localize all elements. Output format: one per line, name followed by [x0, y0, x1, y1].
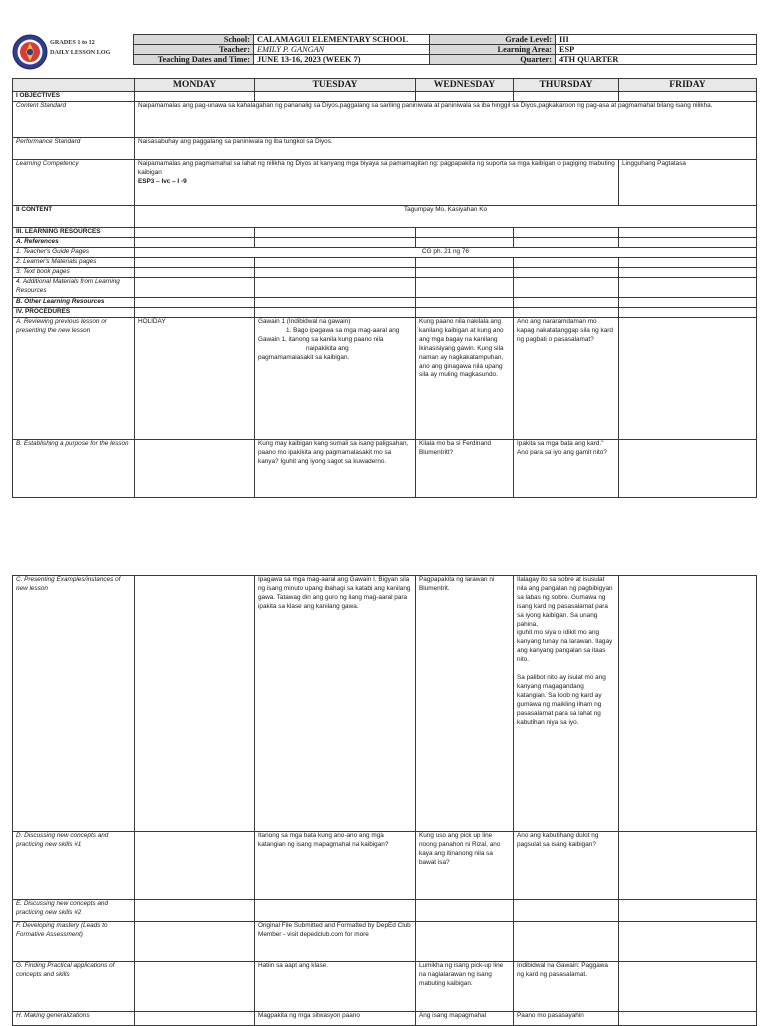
procedure-c-thursday [514, 576, 619, 832]
log-title-line2: DAILY LESSON LOG [50, 49, 111, 56]
procedure-h-wednesday: Ang isang mapagmahal [416, 1012, 514, 1026]
corner-cell [13, 79, 135, 92]
learning-competency-desc: Naipamamalas ang pagmamahal sa lahat ng nilikha ng Diyos at kanyang mga biyaya sa pamamagitan ng: pagpapakita ng suporta sa mga kaibigan o pagiging mabuting kaibigan [138, 160, 615, 176]
procedure-h-tuesday: Magpakita ng mga sitwasyon paano [255, 1012, 416, 1026]
lesson-log-table-1 [12, 78, 757, 498]
procedure-c-thursday-p2: iguhit mo siya o idikit mo ang kanyang tunay na larawan. Ilagay ang kanyang pangalan sa itaas nito. [517, 629, 613, 664]
header-info-table [133, 34, 757, 65]
grade-level-label: Grade Level: [430, 35, 556, 45]
content-standard-label: Content Standard [13, 102, 135, 138]
procedure-g-wednesday: Lumikha ng isang pick-up line na naglalarawan ng isang mabuting kaibigan. [416, 962, 514, 1012]
procedure-b-label: B. Establishing a purpose for the lesson [13, 440, 135, 498]
procedure-a-tuesday-line3: naipakikita ang [306, 344, 349, 352]
learners-materials-label: 2. Learner's Materials pages [13, 258, 135, 268]
additional-materials-label: 4. Additional Materials from Learning Resources [13, 278, 135, 298]
content-standard-text: Naipamamalas ang pag-unawa sa kahalagahan ng pananalig sa Diyos,paggalang sa sariling paniniwala at paniniwala sa iba hinggil sa Diyos,pagkakaroon ng pag-asa at pagmamahal bilang isang nilikha. [135, 102, 757, 138]
day-header-wednesday: WEDNESDAY [416, 79, 514, 92]
teacher-value: EMILY P. GANGAN [254, 45, 430, 55]
teacher-label: Teacher: [134, 45, 254, 55]
procedures-heading: IV. PROCEDURES [13, 308, 135, 318]
teachers-guide-value: CG ph. 21 ng 76 [135, 248, 757, 258]
procedure-d-wednesday: Kung uso ang pick up line noong panahon ni Rizal, ano kaya ang itinanong nila sa bawat isa? [416, 832, 514, 900]
day-header-tuesday: TUESDAY [255, 79, 416, 92]
lesson-log-table-2 [12, 575, 757, 1026]
procedure-a-tuesday-line1: Gawain 1 (Indibidwal na gawain) [258, 318, 351, 325]
procedure-c-tuesday: Ipagawa sa mga mag-aaral ang Gawain I. Bigyan sila ng isang minuto upang ibahagi sa katabi ang kanilang gawa. Tatawag din ang guro ng ilang mag-aaral para ipakita sa klase ang kanilang gawa. [255, 576, 416, 832]
learning-competency-text [135, 160, 619, 206]
teachers-guide-label: 1. Teacher's Guide Pages [13, 248, 135, 258]
procedure-a-tuesday-line2: 1. Bago ipagawa sa mga mag-aaral ang Gawain 1, itanong sa kanila kung paano nila [258, 326, 400, 343]
procedure-d-tuesday: Itanong sa mga bata kung ano-ano ang mga katangian ng isang mapagmahal na kaibigan? [255, 832, 416, 900]
procedure-d-label: D. Discussing new concepts and practicing new skills #1 [13, 832, 135, 900]
procedure-c-thursday-p4: kabutihan niya sa iyo. [517, 718, 579, 726]
content-topic: Tagumpay Mo, Kasiyahan Ko [135, 206, 757, 228]
learning-competency-label: Learning Competency [13, 160, 135, 206]
procedure-a-thursday: Ano ang nararamdaman mo kapag nakatatanggap sila ng kard ng pagbati o pasasalamat? [514, 318, 619, 440]
textbook-pages-label: 3. Text book pages [13, 268, 135, 278]
log-title-line1: GRADES 1 to 12 [50, 39, 95, 46]
quarter-value: 4TH QUARTER [556, 55, 757, 65]
references-label: A. References [13, 238, 135, 248]
procedure-c-wednesday: Pagpapakita ng larawan ni Blumentrit. [416, 576, 514, 832]
procedure-a-friday [619, 318, 757, 440]
friday-assessment: Lingguhang Pagtatasa [619, 160, 757, 206]
procedure-c-label: C. Presenting Examples/instances of new lesson [13, 576, 135, 832]
school-label: School: [134, 35, 254, 45]
performance-standard-text: Naisasabuhay ang paggalang sa paniniwala ng iba tungkol sa Diyos. [135, 138, 757, 160]
school-value: CALAMAGUI ELEMENTARY SCHOOL [254, 35, 430, 45]
deped-seal-icon [12, 34, 48, 70]
learning-area-label: Learning Area: [430, 45, 556, 55]
procedure-c-thursday-p3: Sa palibot nito ay isulat mo ang kanyang magagandang katangian. Sa loob ng kard ay gumawa ng maikling liham ng pasasalamat para sa lahat ng [517, 674, 606, 717]
day-header-friday: FRIDAY [619, 79, 757, 92]
procedure-e-label: E. Discussing new concepts and practicing new skills #2 [13, 900, 135, 922]
learning-area-value: ESP [556, 45, 757, 55]
procedure-g-thursday: Indibidwal na Gawain: Paggawa ng kard ng pasasalamat. [514, 962, 619, 1012]
day-header-thursday: THURSDAY [514, 79, 619, 92]
performance-standard-label: Performance Standard [13, 138, 135, 160]
procedure-a-tuesday-line4: pagmamamalasakit sa kaibigan. [258, 353, 350, 361]
procedure-h-thursday: Paano mo pasasayahin [514, 1012, 619, 1026]
procedure-d-thursday: Ano ang kabutihang dulot ng pagsulat sa isang kaibigan? [514, 832, 619, 900]
grade-level-value: III [556, 35, 757, 45]
procedure-a-tuesday [255, 318, 416, 440]
other-resources-label: B. Other Learning Resources [13, 298, 135, 308]
objectives-heading: I OBJECTIVES [13, 92, 135, 102]
procedure-f-tuesday: Original File Submitted and Formatted by DepEd Club Member - visit depedclub.com for more [255, 922, 416, 962]
procedure-b-thursday: Ipakita sa mga bata ang kard." Ano para sa iyo ang gamit nito? [514, 440, 619, 498]
procedure-b-tuesday: Kung may kaibigan kang sumali sa isang paligsahan, paano mo ipakikita ang pagmamalasakit mo sa kanya? Iguhit ang iyong sagot sa kuwaderno. [255, 440, 416, 498]
content-heading: II CONTENT [13, 206, 135, 228]
procedure-a-monday: HOLIDAY [135, 318, 255, 440]
procedure-b-wednesday: Kilala mo ba si Ferdinand Blumentritt? [416, 440, 514, 498]
log-title [50, 38, 134, 68]
procedure-a-wednesday: Kung paano nila nakilala ang kanilang kaibigan at kung ano ang mga bagay na kanilang ikinasisiyang gawin. Kung sila naman ay nagkakatampuhan, ano ang ginagawa nila upang sila ay muling magkasundo. [416, 318, 514, 440]
procedure-c-thursday-p1: Ilalagay ito sa sobre at isusulat nila ang pangalan ng pagbibigyan sa labas ng sobre. Gumawa ng isang kard ng pasasalamat para sa iyong kaibigan. Sa unang pahina, [517, 576, 613, 628]
quarter-label: Quarter: [430, 55, 556, 65]
procedure-g-label: G. Finding Practical applications of concepts and skills [13, 962, 135, 1012]
procedure-g-tuesday: Hatiin sa aapt ang klase. [255, 962, 416, 1012]
procedure-f-label: F. Developing mastery (Leads to Formative Assessment) [13, 922, 135, 962]
procedure-h-label: H. Making generalizations [13, 1012, 135, 1026]
teaching-dates-label: Teaching Dates and Time: [134, 55, 254, 65]
day-header-monday: MONDAY [135, 79, 255, 92]
learning-resources-heading: III. LEARNING RESOURCES [13, 228, 135, 238]
teaching-dates-value: JUNE 13-16, 2023 (WEEK 7) [254, 55, 430, 65]
learning-competency-code: ESP3 – Ivc – I -9 [138, 177, 187, 185]
procedure-a-label: A. Reviewing previous lesson or presenting the new lesson [13, 318, 135, 440]
